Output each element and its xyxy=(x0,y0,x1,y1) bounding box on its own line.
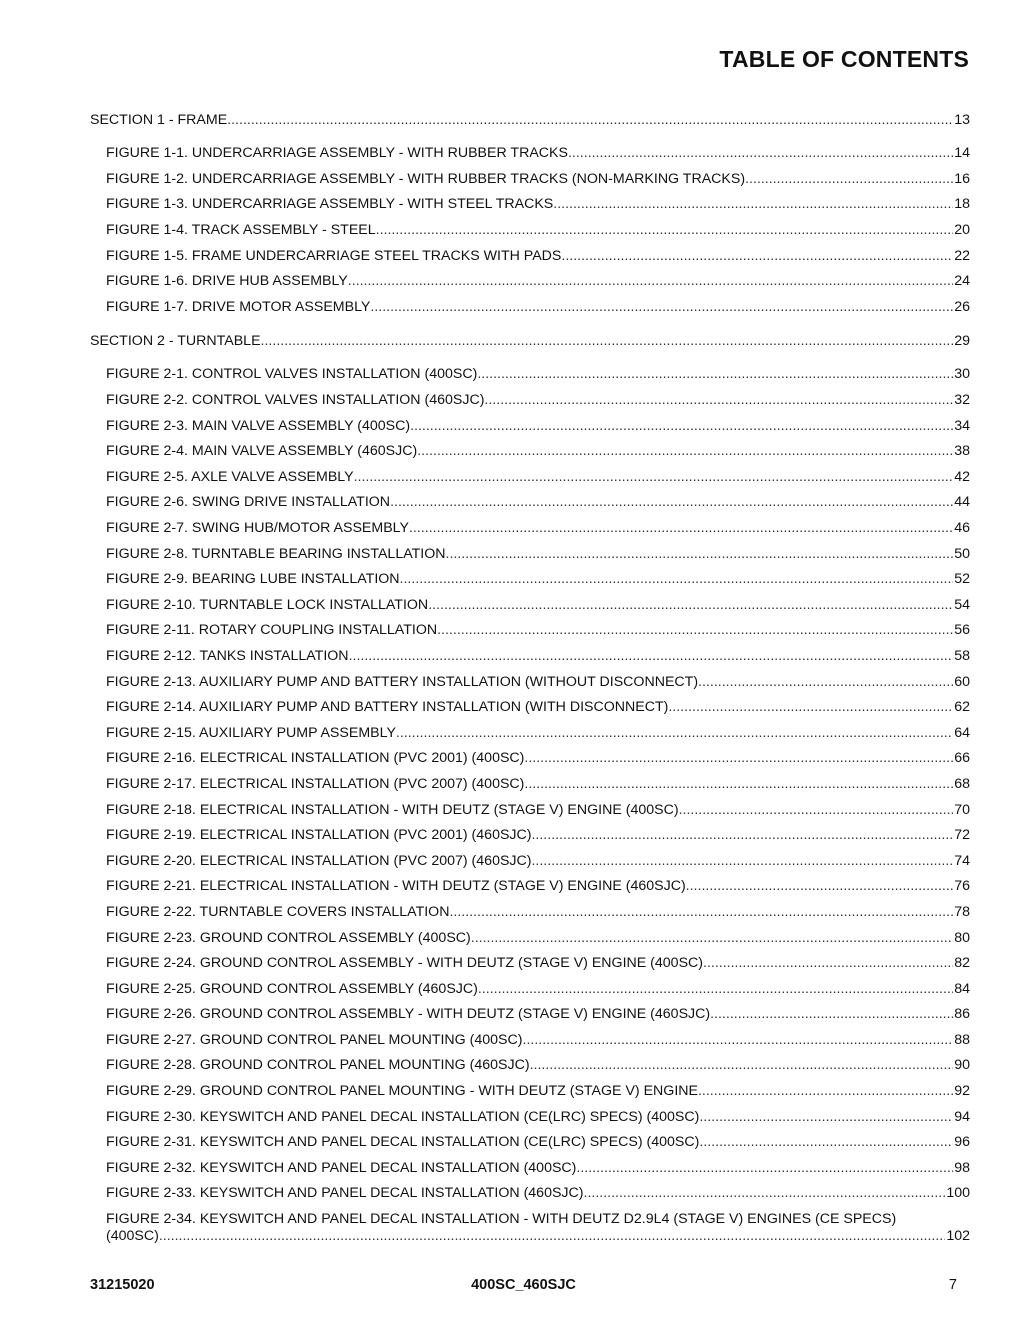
toc-figure-entry[interactable] xyxy=(90,925,970,951)
toc-figure-entry[interactable] xyxy=(90,388,970,414)
dot-leader xyxy=(524,776,953,793)
toc-figure-entry[interactable] xyxy=(90,772,970,798)
toc-figure-entry-page-number: 58 xyxy=(954,647,970,664)
toc-figure-entry[interactable] xyxy=(90,218,970,244)
dot-leader xyxy=(449,904,953,921)
toc-figure-entry-label: FIGURE 2-21. ELECTRICAL INSTALLATION - WITH DEUTZ (STAGE V) ENGINE (460SJC) xyxy=(106,878,686,895)
toc-figure-entry-label: FIGURE 1-3. UNDERCARRIAGE ASSEMBLY - WITH STEEL TRACKS xyxy=(106,196,554,213)
dot-leader xyxy=(561,248,953,265)
dot-leader xyxy=(348,273,953,290)
toc-figure-entry-page-number: 38 xyxy=(954,443,970,460)
toc-figure-entry-page-number: 22 xyxy=(954,247,970,264)
dot-leader xyxy=(699,1109,953,1126)
toc-figure-entry-label: FIGURE 1-1. UNDERCARRIAGE ASSEMBLY - WITH RUBBER TRACKS xyxy=(106,145,568,162)
toc-figure-entry[interactable] xyxy=(90,269,970,295)
toc-figure-entry-page-number: 90 xyxy=(954,1057,970,1074)
toc-figure-entry-label: FIGURE 2-16. ELECTRICAL INSTALLATION (PVC 2001) (400SC) xyxy=(106,750,525,767)
toc-figure-entry-label: FIGURE 2-3. MAIN VALVE ASSEMBLY (400SC) xyxy=(106,417,411,434)
toc-figure-entry[interactable] xyxy=(90,1002,970,1028)
dot-leader xyxy=(354,469,954,486)
dot-leader xyxy=(686,878,954,895)
toc-figure-entry-label: FIGURE 2-13. AUXILIARY PUMP AND BATTERY INSTALLATION (WITHOUT DISCONNECT) xyxy=(106,673,699,690)
toc-figure-entry-label: FIGURE 2-29. GROUND CONTROL PANEL MOUNTING - WITH DEUTZ (STAGE V) ENGINE xyxy=(106,1083,698,1100)
toc-figure-entry-page-number: 88 xyxy=(954,1031,970,1048)
toc-figure-entry-page-number: 70 xyxy=(954,801,970,818)
toc-figure-entry-label: FIGURE 2-22. TURNTABLE COVERS INSTALLATION xyxy=(106,903,450,920)
dot-leader xyxy=(703,955,953,972)
toc-figure-entry-page-number: 92 xyxy=(954,1083,970,1100)
toc-figure-entry-page-number: 94 xyxy=(954,1108,970,1125)
dot-leader xyxy=(261,333,954,350)
toc-figure-entry[interactable] xyxy=(90,1079,970,1105)
toc-figure-entry[interactable] xyxy=(90,669,970,695)
toc-figure-entry[interactable] xyxy=(90,848,970,874)
toc-figure-entry[interactable] xyxy=(90,976,970,1002)
toc-section-entry-page-number: 13 xyxy=(954,111,970,128)
dot-leader xyxy=(396,725,953,742)
toc-figure-entry-label: FIGURE 2-30. KEYSWITCH AND PANEL DECAL INSTALLATION (CE(LRC) SPECS) (400SC) xyxy=(106,1108,700,1125)
toc-figure-entry-label: FIGURE 2-33. KEYSWITCH AND PANEL DECAL INSTALLATION (460SJC) xyxy=(106,1185,584,1202)
toc-figure-entry-page-number: 24 xyxy=(954,273,970,290)
toc-figure-entry[interactable] xyxy=(90,465,970,491)
toc-figure-entry-page-number: 102 xyxy=(946,1227,970,1244)
dot-leader xyxy=(531,853,953,870)
dot-leader xyxy=(699,1134,953,1151)
page-title: TABLE OF CONTENTS xyxy=(719,46,969,72)
toc-figure-entry-label: FIGURE 2-2. CONTROL VALVES INSTALLATION (460SJC) xyxy=(106,392,485,409)
toc-figure-entry-page-number: 34 xyxy=(954,417,970,434)
toc-figure-entry[interactable] xyxy=(90,362,970,388)
toc-figure-entry-page-number: 76 xyxy=(954,878,970,895)
toc-figure-entry-page-number: 96 xyxy=(954,1134,970,1151)
dot-leader xyxy=(568,145,953,162)
toc-figure-entry[interactable] xyxy=(90,141,970,167)
toc-figure-entry-label: FIGURE 2-11. ROTARY COUPLING INSTALLATION xyxy=(106,622,438,639)
footer-model: 400SC_460SJC xyxy=(471,1277,576,1293)
toc-figure-entry-label: FIGURE 2-5. AXLE VALVE ASSEMBLY xyxy=(106,468,354,485)
toc-figure-entry-label: FIGURE 2-8. TURNTABLE BEARING INSTALLATION xyxy=(106,545,446,562)
toc-figure-entry[interactable] xyxy=(90,167,970,193)
toc-figure-entry-page-number: 26 xyxy=(954,298,970,315)
dot-leader xyxy=(745,171,953,188)
toc-figure-entry-page-number: 30 xyxy=(954,366,970,383)
dot-leader xyxy=(400,571,954,588)
toc-figure-entry-label: FIGURE 2-6. SWING DRIVE INSTALLATION xyxy=(106,494,391,511)
toc-figure-entry-label: FIGURE 2-32. KEYSWITCH AND PANEL DECAL INSTALLATION (400SC) xyxy=(106,1159,577,1176)
dot-leader xyxy=(484,392,953,409)
toc-figure-entry[interactable] xyxy=(90,516,970,542)
dot-leader xyxy=(524,750,953,767)
toc-section-entry-label: SECTION 1 - FRAME xyxy=(90,111,228,128)
toc-figure-entry[interactable] xyxy=(90,1104,970,1130)
toc-section-entry[interactable] xyxy=(90,328,970,354)
dot-leader xyxy=(428,597,953,614)
dot-leader xyxy=(410,418,953,435)
toc-figure-entry-label-continued: (400SC) xyxy=(106,1227,159,1244)
toc-figure-entry-label: FIGURE 2-27. GROUND CONTROL PANEL MOUNTING (400SC) xyxy=(106,1031,523,1048)
toc-figure-entry-page-number: 66 xyxy=(954,750,970,767)
toc-figure-entry-label: FIGURE 2-19. ELECTRICAL INSTALLATION (PVC 2001) (460SJC) xyxy=(106,827,532,844)
dot-leader xyxy=(390,494,953,511)
dot-leader xyxy=(553,196,953,213)
toc-figure-entry-page-number: 72 xyxy=(954,827,970,844)
toc-figure-entry-page-number: 46 xyxy=(954,520,970,537)
dot-leader xyxy=(417,443,953,460)
toc-figure-entry-label: FIGURE 2-18. ELECTRICAL INSTALLATION - WITH DEUTZ (STAGE V) ENGINE (400SC) xyxy=(106,801,679,818)
dot-leader xyxy=(437,622,953,639)
dot-leader xyxy=(227,112,953,129)
footer-page-number: 7 xyxy=(948,1277,957,1293)
toc-figure-entry-page-number: 60 xyxy=(954,673,970,690)
toc-figure-entry[interactable] xyxy=(90,823,970,849)
dot-leader xyxy=(698,674,953,691)
toc-figure-entry-page-number: 44 xyxy=(954,494,970,511)
toc-figure-entry[interactable] xyxy=(90,695,970,721)
toc-figure-entry-page-number: 54 xyxy=(954,596,970,613)
toc-figure-entry[interactable] xyxy=(90,413,970,439)
toc-figure-entry[interactable] xyxy=(90,900,970,926)
toc-figure-entry[interactable] xyxy=(90,797,970,823)
toc-figure-entry[interactable] xyxy=(90,746,970,772)
toc-figure-entry-label: FIGURE 2-14. AUXILIARY PUMP AND BATTERY INSTALLATION (WITH DISCONNECT) xyxy=(106,699,669,716)
toc-figure-entry-page-number: 16 xyxy=(954,170,970,187)
dot-leader xyxy=(409,520,953,537)
toc-figure-entry-label: FIGURE 1-2. UNDERCARRIAGE ASSEMBLY - WITH RUBBER TRACKS (NON-MARKING TRACKS) xyxy=(106,170,746,187)
toc-figure-entry-label: FIGURE 2-25. GROUND CONTROL ASSEMBLY (460SJC) xyxy=(106,980,478,997)
toc-figure-entry-page-number: 84 xyxy=(954,980,970,997)
toc-figure-entry-label: FIGURE 1-6. DRIVE HUB ASSEMBLY xyxy=(106,273,348,290)
dot-leader xyxy=(576,1160,953,1177)
toc-figure-entry-label: FIGURE 2-12. TANKS INSTALLATION xyxy=(106,647,349,664)
toc-figure-entry[interactable] xyxy=(90,192,970,218)
toc-section-entry-label: SECTION 2 - TURNTABLE xyxy=(90,332,261,349)
table-of-contents xyxy=(90,107,970,1245)
toc-figure-entry[interactable] xyxy=(90,1130,970,1156)
toc-figure-entry-label: FIGURE 2-34. KEYSWITCH AND PANEL DECAL INSTALLATION - WITH DEUTZ D2.9L4 (STAGE V) ENGINES (CE SPECS) xyxy=(106,1210,897,1227)
toc-figure-entry-label: FIGURE 2-17. ELECTRICAL INSTALLATION (PVC 2007) (400SC) xyxy=(106,775,525,792)
toc-figure-entry-label: FIGURE 2-1. CONTROL VALVES INSTALLATION (400SC) xyxy=(106,366,478,383)
dot-leader xyxy=(446,546,954,563)
dot-leader xyxy=(478,981,953,998)
toc-figure-entry[interactable] xyxy=(90,1156,970,1182)
toc-figure-entry-label: FIGURE 2-9. BEARING LUBE INSTALLATION xyxy=(106,571,400,588)
dot-leader xyxy=(349,648,954,665)
toc-figure-entry-page-number: 100 xyxy=(946,1185,970,1202)
toc-figure-entry-page-number: 20 xyxy=(954,222,970,239)
footer-doc-number: 31215020 xyxy=(90,1277,155,1293)
toc-figure-entry[interactable] xyxy=(90,1207,970,1245)
toc-figure-entry-page-number: 56 xyxy=(954,622,970,639)
dot-leader xyxy=(584,1185,946,1202)
dot-leader xyxy=(159,1228,945,1245)
toc-figure-entry[interactable] xyxy=(90,541,970,567)
toc-figure-entry-page-number: 32 xyxy=(954,392,970,409)
dot-leader xyxy=(531,827,953,844)
toc-figure-entry[interactable] xyxy=(90,720,970,746)
toc-figure-entry-label: FIGURE 2-28. GROUND CONTROL PANEL MOUNTING (460SJC) xyxy=(106,1057,530,1074)
toc-figure-entry-label: FIGURE 2-26. GROUND CONTROL ASSEMBLY - WITH DEUTZ (STAGE V) ENGINE (460SJC) xyxy=(106,1006,711,1023)
dot-leader xyxy=(477,366,953,383)
toc-figure-entry[interactable] xyxy=(90,243,970,269)
toc-figure-entry-label: FIGURE 2-4. MAIN VALVE ASSEMBLY (460SJC) xyxy=(106,443,418,460)
toc-figure-entry[interactable] xyxy=(90,1053,970,1079)
toc-figure-entry-page-number: 14 xyxy=(954,145,970,162)
dot-leader xyxy=(668,699,953,716)
toc-figure-entry-label: FIGURE 2-31. KEYSWITCH AND PANEL DECAL INSTALLATION (CE(LRC) SPECS) (400SC) xyxy=(106,1134,700,1151)
dot-leader xyxy=(523,1032,954,1049)
dot-leader xyxy=(679,802,954,819)
toc-figure-entry[interactable] xyxy=(90,295,970,321)
toc-section-entry-page-number: 29 xyxy=(954,332,970,349)
toc-figure-entry-page-number: 74 xyxy=(954,852,970,869)
toc-figure-entry-label: FIGURE 2-23. GROUND CONTROL ASSEMBLY (400SC) xyxy=(106,929,471,946)
toc-figure-entry-page-number: 50 xyxy=(954,545,970,562)
dot-leader xyxy=(376,222,954,239)
toc-figure-entry-page-number: 64 xyxy=(954,724,970,741)
toc-figure-entry-label: FIGURE 2-10. TURNTABLE LOCK INSTALLATION xyxy=(106,596,429,613)
toc-figure-entry-page-number: 42 xyxy=(954,468,970,485)
toc-figure-entry-label: FIGURE 1-5. FRAME UNDERCARRIAGE STEEL TRACKS WITH PADS xyxy=(106,247,562,264)
toc-figure-entry[interactable] xyxy=(90,567,970,593)
toc-figure-entry[interactable] xyxy=(90,439,970,465)
toc-figure-entry[interactable] xyxy=(90,874,970,900)
toc-figure-entry-page-number: 80 xyxy=(954,929,970,946)
toc-figure-entry-label: FIGURE 2-7. SWING HUB/MOTOR ASSEMBLY xyxy=(106,520,409,537)
toc-figure-entry-page-number: 62 xyxy=(954,699,970,716)
toc-figure-entry-page-number: 98 xyxy=(954,1159,970,1176)
toc-figure-entry-page-number: 18 xyxy=(954,196,970,213)
toc-figure-entry[interactable] xyxy=(90,618,970,644)
dot-leader xyxy=(698,1083,953,1100)
dot-leader xyxy=(370,299,953,316)
toc-figure-entry-page-number: 52 xyxy=(954,571,970,588)
toc-figure-entry[interactable] xyxy=(90,951,970,977)
dot-leader xyxy=(710,1006,953,1023)
toc-figure-entry-page-number: 68 xyxy=(954,775,970,792)
dot-leader xyxy=(530,1057,954,1074)
toc-figure-entry-label: FIGURE 2-20. ELECTRICAL INSTALLATION (PVC 2007) (460SJC) xyxy=(106,852,532,869)
toc-figure-entry-page-number: 86 xyxy=(954,1006,970,1023)
toc-figure-entry-label: FIGURE 2-24. GROUND CONTROL ASSEMBLY - WITH DEUTZ (STAGE V) ENGINE (400SC) xyxy=(106,955,704,972)
toc-figure-entry-label: FIGURE 1-7. DRIVE MOTOR ASSEMBLY xyxy=(106,298,371,315)
toc-figure-entry[interactable] xyxy=(90,490,970,516)
toc-figure-entry-label: FIGURE 2-15. AUXILIARY PUMP ASSEMBLY xyxy=(106,724,396,741)
toc-figure-entry-label: FIGURE 1-4. TRACK ASSEMBLY - STEEL xyxy=(106,222,376,239)
dot-leader xyxy=(471,930,953,947)
toc-section-entry[interactable] xyxy=(90,107,970,133)
toc-figure-entry[interactable] xyxy=(90,1028,970,1054)
toc-figure-entry[interactable] xyxy=(90,644,970,670)
toc-figure-entry[interactable] xyxy=(90,1181,970,1207)
toc-figure-entry-continuation xyxy=(106,1228,970,1245)
toc-figure-entry-page-number: 82 xyxy=(954,955,970,972)
toc-figure-entry[interactable] xyxy=(90,593,970,619)
toc-figure-entry-page-number: 78 xyxy=(954,903,970,920)
